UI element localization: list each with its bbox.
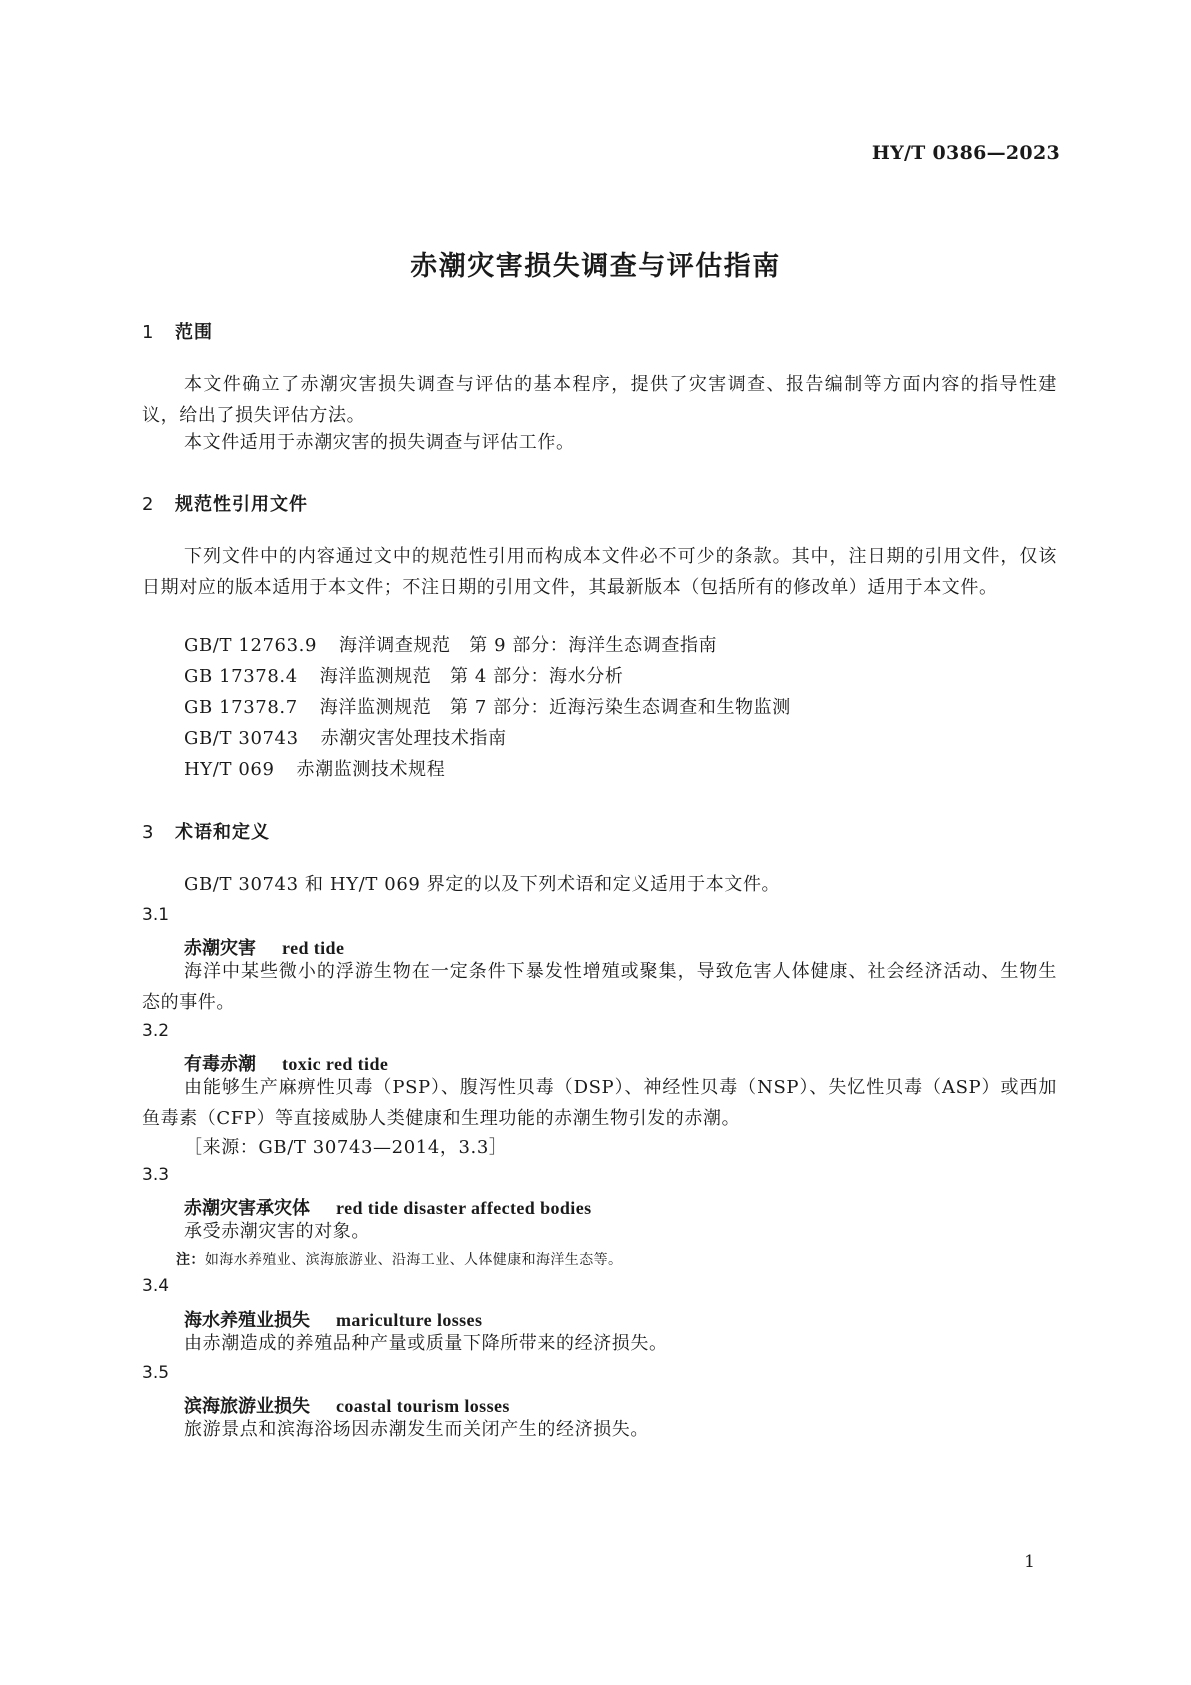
paragraph: GB/T 30743 和 HY/T 069 界定的以及下列术语和定义适用于本文件。 — [184, 874, 781, 895]
term-source: ［来源：GB/T 30743—2014，3.3］ — [184, 1137, 508, 1158]
paragraph: 本文件适用于赤潮灾害的损失调查与评估工作。 — [184, 432, 575, 453]
term-zh: 滨海旅游业损失 — [184, 1396, 310, 1417]
reference-item — [184, 724, 529, 750]
reference-code: GB/T 30743 — [184, 728, 299, 749]
term-definition: 由赤潮造成的养殖品种产量或质量下降所带来的经济损失。 — [184, 1333, 668, 1354]
term-zh: 海水养殖业损失 — [184, 1310, 310, 1331]
term-zh: 赤潮灾害 — [184, 938, 256, 959]
reference-title: 海洋监测规范 第 7 部分：近海污染生态调查和生物监测 — [319, 697, 791, 718]
term-definition: 承受赤潮灾害的对象。 — [184, 1221, 370, 1242]
paragraph: 下列文件中的内容通过文中的规范性引用而构成本文件必不可少的条款。其中，注日期的引用文件，仅该日期对应的版本适用于本文件；不注日期的引用文件，其最新版本（包括所有的修改单）适用于本文件。 — [142, 546, 1057, 598]
section-2-heading — [142, 490, 308, 516]
term-number: 3.5 — [142, 1363, 170, 1383]
section-number: 1 — [142, 322, 155, 343]
section-number: 2 — [142, 494, 155, 515]
term-zh: 赤潮灾害承灾体 — [184, 1198, 310, 1219]
reference-code: GB 17378.4 — [184, 666, 298, 687]
term-en: red tide — [282, 938, 345, 958]
section-1-heading — [142, 318, 213, 344]
section-number: 3 — [142, 822, 155, 843]
term-definition: 海洋中某些微小的浮游生物在一定条件下暴发性增殖或聚集，导致危害人体健康、社会经济活动、生物生态的事件。 — [142, 961, 1057, 1013]
term-note — [176, 1249, 622, 1269]
page-number: 1 — [1024, 1552, 1035, 1572]
reference-title: 赤潮灾害处理技术指南 — [320, 728, 507, 749]
term-en: coastal tourism losses — [336, 1396, 510, 1416]
term-number: 3.4 — [142, 1276, 170, 1296]
note-label: 注： — [176, 1252, 205, 1268]
paragraph: 本文件确立了赤潮灾害损失调查与评估的基本程序，提供了灾害调查、报告编制等方面内容的指导性建议，给出了损失评估方法。 — [142, 374, 1057, 426]
term-en: toxic red tide — [282, 1054, 389, 1074]
section-title: 规范性引用文件 — [175, 494, 308, 515]
note-text: 如海水养殖业、滨海旅游业、沿海工业、人体健康和海洋生态等。 — [204, 1252, 623, 1268]
term-number: 3.2 — [142, 1021, 170, 1041]
term-number: 3.3 — [142, 1165, 170, 1185]
reference-item — [184, 693, 813, 719]
section-title: 术语和定义 — [175, 822, 270, 843]
term-definition: 旅游景点和滨海浴场因赤潮发生而关闭产生的经济损失。 — [184, 1419, 649, 1440]
reference-title: 海洋调查规范 第 9 部分：海洋生态调查指南 — [339, 635, 718, 656]
reference-code: GB/T 12763.9 — [184, 635, 318, 656]
reference-title: 海洋监测规范 第 4 部分：海水分析 — [319, 666, 624, 687]
document-title: 赤潮灾害损失调查与评估指南 — [410, 251, 781, 282]
reference-item — [184, 662, 645, 688]
reference-title: 赤潮监测技术规程 — [296, 759, 446, 780]
reference-item — [184, 631, 739, 657]
term-zh: 有毒赤潮 — [184, 1054, 256, 1075]
term-definition: 由能够生产麻痹性贝毒（PSP）、腹泻性贝毒（DSP）、神经性贝毒（NSP）、失忆性贝毒（ASP）或西加鱼毒素（CFP）等直接威胁人类健康和生理功能的赤潮生物引发的赤潮。 — [142, 1077, 1057, 1129]
section-3-heading — [142, 818, 270, 844]
reference-code: HY/T 069 — [184, 759, 275, 780]
reference-code: GB 17378.7 — [184, 697, 298, 718]
section-title: 范围 — [175, 322, 213, 343]
term-en: red tide disaster affected bodies — [336, 1198, 592, 1218]
term-number: 3.1 — [142, 905, 170, 925]
reference-item — [184, 755, 467, 781]
term-en: mariculture losses — [336, 1310, 483, 1330]
standard-code: HY/T 0386—2023 — [871, 142, 1060, 164]
